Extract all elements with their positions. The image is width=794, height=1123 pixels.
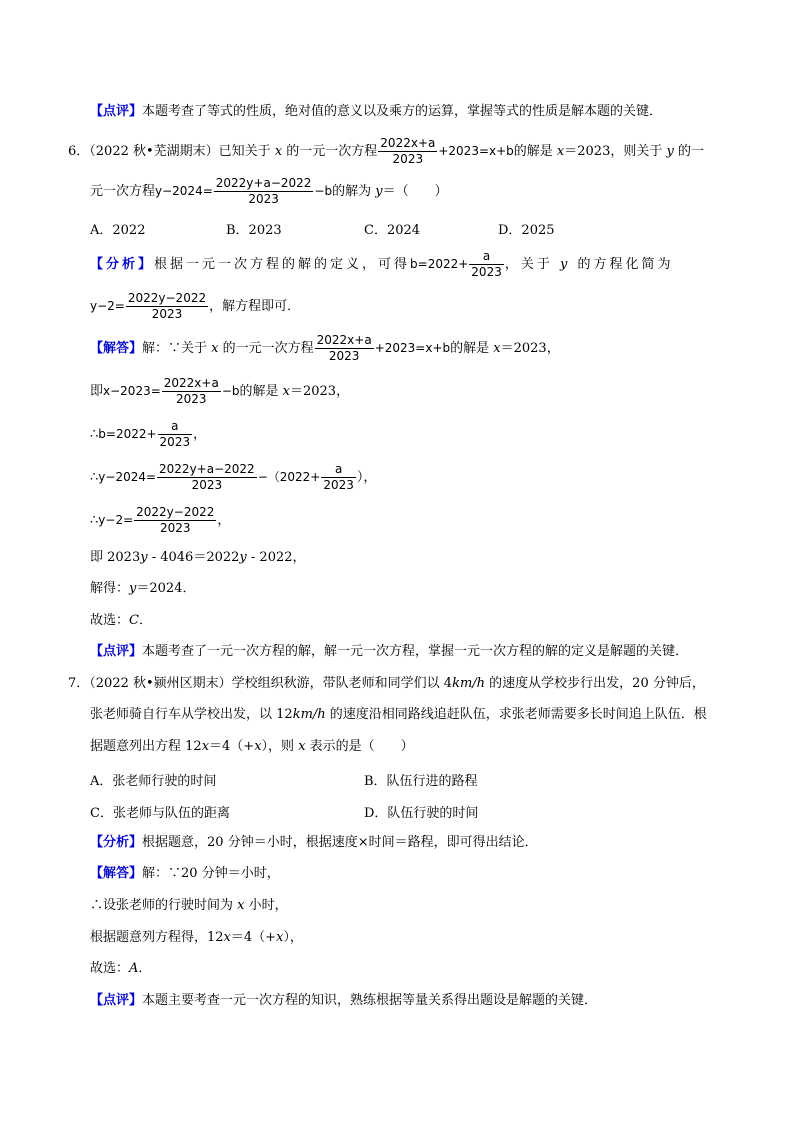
answer-text: 的解是	[450, 341, 494, 356]
q6-stem-line2	[90, 174, 448, 209]
stem-text: 的速度沿相同路线追赶队伍，求张老师需要多长时间追上队伍．根	[325, 707, 707, 722]
answer-text: ∴	[90, 470, 99, 485]
answer-choice: A	[129, 961, 139, 976]
stem-text: ＝2023，则关于	[564, 144, 667, 159]
math-text: −b	[221, 384, 240, 398]
fraction	[315, 333, 374, 364]
answer-text: ＝2024．	[136, 581, 196, 596]
answer-text: 的解是	[239, 384, 283, 399]
frac-den: 2023	[191, 478, 223, 492]
fraction	[469, 249, 504, 280]
frac-den: 2023	[176, 392, 207, 406]
option-b[interactable]: B．2023	[226, 223, 282, 238]
q7-stem-line3	[90, 738, 414, 756]
q7-stem-line1	[68, 675, 705, 693]
answer-text: ．	[138, 613, 152, 628]
stem-text: 的解为	[332, 184, 376, 199]
answer-text: ∴	[90, 427, 99, 442]
answer-text: ∴设张老师的行驶时间为	[90, 898, 238, 913]
frac-den: 2023	[323, 478, 354, 492]
frac-num: 2022x+a	[380, 136, 436, 150]
stem-text: 的一元一次方程	[282, 144, 378, 159]
comment-text: 本题主要考查一元一次方程的知识，熟练根据等量关系得出题设是解题的关键．	[142, 993, 598, 1008]
answer-text: - 4046＝2022	[147, 550, 240, 565]
frac-den: 2023	[159, 435, 191, 449]
top-comment	[90, 103, 662, 121]
q6-answer-line3	[90, 417, 206, 452]
answer-text: ∴	[90, 513, 99, 528]
q7-answer-line4	[90, 960, 151, 978]
stem-text: 已知关于	[218, 144, 275, 159]
q7-answer-line3	[90, 929, 303, 947]
stem-text: 元一次方程	[90, 184, 156, 199]
frac-den: 2023	[151, 307, 183, 321]
var: x	[254, 739, 262, 754]
q7-analysis	[90, 834, 538, 852]
q6-analysis-line2	[90, 289, 300, 324]
q6-answer-line6	[90, 549, 306, 567]
stem-text: ），则	[261, 739, 299, 754]
answer-choice: C	[129, 613, 139, 628]
option-a[interactable]: A．张老师行驶的时间	[90, 774, 217, 789]
stem-text: 表示的是（ ）	[305, 739, 414, 754]
math-text: y−2=	[98, 513, 134, 527]
unit: km/h	[292, 707, 326, 722]
comment-tag: 【点评】	[90, 993, 143, 1008]
analysis-text: 的方程化简为	[570, 257, 674, 272]
answer-text: 故选：	[90, 961, 130, 976]
question-source: （2022 秋•芜湖期末）	[89, 144, 219, 159]
var: x	[237, 898, 245, 913]
q6-answer-line5	[90, 503, 230, 538]
var: y	[666, 144, 674, 159]
answer-text: ＝2023，	[500, 341, 560, 356]
var: x	[556, 144, 565, 159]
frac-den: 2023	[328, 349, 360, 363]
q6-answer-line2	[90, 374, 349, 409]
answer-text: 解：∵关于	[142, 341, 212, 356]
var: x	[274, 144, 283, 159]
question-source: （2022 秋•颍州区期末）	[89, 676, 232, 691]
q6-stem-line1	[68, 134, 704, 169]
answer-text: - 2022，	[246, 550, 306, 565]
analysis-tag: 【分析】	[90, 835, 143, 850]
frac-num: 2022y+a−2022	[159, 462, 255, 476]
option-d[interactable]: D．2025	[498, 223, 555, 238]
unit: km/h	[452, 676, 486, 691]
math-text: y−2=	[90, 299, 125, 313]
answer-text: ＝2023，	[289, 384, 350, 399]
fraction	[214, 176, 314, 207]
frac-num: 2022y−2022	[127, 291, 207, 305]
frac-num: 2022y−2022	[136, 505, 215, 519]
fraction	[378, 136, 437, 167]
answer-text: 即	[90, 384, 104, 399]
analysis-text: 根据题意，20 分钟＝小时，根据速度×时间＝路程，即可得出结论．	[142, 835, 538, 850]
var: x	[282, 384, 290, 399]
var: x	[223, 930, 231, 945]
analysis-tag: 【分析】	[90, 257, 155, 272]
fraction	[126, 291, 208, 322]
option-c[interactable]: C．张老师与队伍的距离	[90, 806, 230, 821]
q7-answer-line1	[90, 865, 280, 883]
var: x	[298, 739, 306, 754]
option-d[interactable]: D．队伍行驶的时间	[364, 806, 479, 821]
var: y	[129, 581, 137, 596]
q7-answer-line2	[90, 897, 288, 915]
var: x	[493, 341, 501, 356]
answer-text: 解：∵20 分钟＝小时，	[142, 866, 280, 881]
var: y	[140, 550, 148, 565]
fraction	[134, 505, 216, 536]
stem-text: 的速度从学校步行出发，20 分钟后，	[485, 676, 705, 691]
answer-text: 的一元一次方程	[218, 341, 314, 356]
fraction	[162, 376, 221, 407]
analysis-text: ，解方程即可．	[209, 299, 301, 314]
math-text: y−2024=	[98, 470, 157, 484]
answer-text: ＝4（+	[230, 930, 277, 945]
answer-text: 故选：	[90, 613, 130, 628]
frac-num: 2022y+a−2022	[215, 176, 312, 190]
q7-comment	[90, 992, 597, 1010]
var: x	[211, 341, 219, 356]
q7-stem-line2	[90, 706, 707, 724]
math-text: +2023=x+b	[374, 341, 451, 355]
answer-tag: 【解答】	[90, 341, 143, 356]
q6-answer-line1	[90, 331, 560, 366]
answer-text: 解得：	[90, 581, 130, 596]
q6-comment	[90, 643, 688, 661]
math-text: −b	[314, 184, 333, 198]
q6-answer-line4	[90, 460, 376, 495]
frac-num: a	[469, 249, 504, 265]
math-text: b=2022+	[410, 257, 469, 271]
option-a[interactable]: A．2022	[90, 223, 146, 238]
answer-text: ，	[217, 513, 231, 528]
stem-text: 据题意列出方程 12	[90, 739, 202, 754]
option-b[interactable]: B．队伍行进的路程	[364, 774, 478, 789]
math-text: x−2023=	[103, 384, 161, 398]
frac-num: a	[158, 419, 193, 435]
answer-text: ），	[356, 470, 377, 485]
answer-text: 小时，	[244, 898, 288, 913]
var: x	[276, 930, 284, 945]
comment-tag: 【点评】	[90, 104, 143, 119]
var: y	[559, 257, 571, 272]
frac-num: a	[321, 462, 356, 478]
var: x	[201, 739, 210, 754]
frac-den: 2023	[392, 152, 424, 166]
question-number: 7．	[68, 676, 90, 691]
comment-tag: 【点评】	[90, 644, 143, 659]
answer-text: ．	[138, 961, 152, 976]
answer-tag: 【解答】	[90, 866, 143, 881]
analysis-text: 根据一元一次方程的解的定义，可得	[154, 257, 411, 272]
var: y	[239, 550, 247, 565]
answer-text: ，	[193, 427, 207, 442]
q6-answer-line7	[90, 580, 195, 598]
frac-den: 2023	[471, 265, 502, 279]
frac-num: 2022x+a	[316, 333, 372, 347]
fraction	[158, 419, 193, 450]
analysis-text: ，关于	[504, 257, 560, 272]
math-text: +2023=x+b	[438, 144, 514, 158]
stem-text: ＝（ ）	[382, 184, 448, 199]
comment-text: 本题考查了一元一次方程的解，解一元一次方程，掌握一元一次方程的解的定义是解题的关键．	[142, 644, 689, 659]
var: y	[375, 184, 383, 199]
math-text: b=2022+	[98, 427, 157, 441]
math-text: y−2024=	[155, 184, 213, 198]
answer-text: 即 2023	[90, 550, 141, 565]
frac-den: 2023	[248, 192, 279, 206]
option-c[interactable]: C．2024	[364, 223, 421, 238]
stem-text: 张老师骑自行车从学校出发，以 12	[90, 707, 293, 722]
fraction	[157, 462, 257, 493]
question-number: 6．	[68, 144, 90, 159]
answer-text: 根据题意列方程得，12	[90, 930, 224, 945]
stem-text: ＝4（+	[209, 739, 255, 754]
q6-analysis-line1	[90, 247, 673, 282]
frac-num: 2022x+a	[163, 376, 219, 390]
stem-text: 的一	[673, 144, 704, 159]
answer-text: ），	[283, 930, 303, 945]
frac-den: 2023	[159, 521, 191, 535]
comment-text: 本题考查了等式的性质，绝对值的意义以及乘方的运算，掌握等式的性质是解本题的关键．	[142, 104, 663, 119]
math-text: −（2022+	[257, 470, 321, 484]
fraction	[321, 462, 356, 493]
stem-text: 的解是	[513, 144, 557, 159]
stem-text: 学校组织秋游，带队老师和同学们以 4	[231, 676, 453, 691]
q6-answer-line8	[90, 612, 152, 630]
